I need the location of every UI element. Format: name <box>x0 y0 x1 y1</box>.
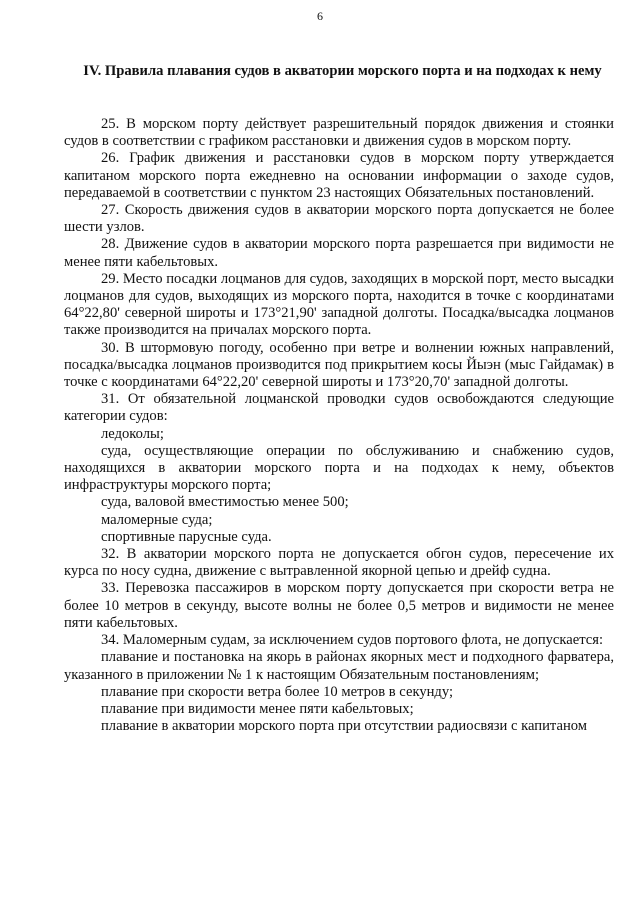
list-item: суда, осуществляющие операции по обслуживанию и снабжению судов, находящихся в акватории морского порта и на подходах к нему, объектов инфраструктуры морского порта; <box>64 442 614 494</box>
paragraph-28: 28. Движение судов в акватории морского порта разрешается при видимости не менее пяти кабельтовых. <box>64 236 614 270</box>
list-item: маломерные суда; <box>101 511 213 528</box>
document-body <box>64 116 614 735</box>
paragraph-34: 34. Маломерным судам, за исключением судов портового флота, не допускается: <box>101 632 604 649</box>
paragraph-33: 33. Перевозка пассажиров в морском порту допускается при скорости ветра не более 10 метров в секунду, высоте волны не более 0,5 метров и видимости не менее пяти кабельтовых. <box>64 580 614 631</box>
page-number: 6 <box>317 9 323 23</box>
paragraph-27: 27. Скорость движения судов в акватории морского порта допускается не более шести узлов. <box>64 202 614 236</box>
list-item: плавание в акватории морского порта при отсутствии радиосвязи с капитаном <box>101 718 588 735</box>
paragraph-32: 32. В акватории морского порта не допускается обгон судов, пересечение их курса по носу судна, движение с вытравленной якорной цепью и дрейф судна. <box>64 546 614 580</box>
paragraph-31: 31. От обязательной лоцманской проводки судов освобождаются следующие категории судов: <box>64 391 614 425</box>
list-item: суда, валовой вместимостью менее 500; <box>101 494 349 511</box>
list-item: плавание и постановка на якорь в районах якорных мест и подходного фарватера, указанного в приложении № 1 к настоящим Обязательным постановлениям; <box>64 649 614 683</box>
list-item: плавание при скорости ветра более 10 метров в секунду; <box>101 683 454 700</box>
list-item: спортивные парусные суда. <box>101 528 272 545</box>
paragraph-25: 25. В морском порту действует разрешительный порядок движения и стоянки судов в соответствии с графиком расстановки и движения судов в морском порту. <box>64 116 614 150</box>
list-item: ледоколы; <box>101 425 164 442</box>
paragraph-29: 29. Место посадки лоцманов для судов, заходящих в морской порт, место высадки лоцманов для судов, выходящих из морского порта, находится в точке с координатами 64°22,80' северной широты и 173°21,90' западной долготы. Посадка/высадка лоцманов также производится на причалах морского порта. <box>64 270 614 339</box>
list-item: плавание при видимости менее пяти кабельтовых; <box>101 700 414 717</box>
section-heading: IV. Правила плавания судов в акватории морского порта и на подходах к нему <box>83 63 602 79</box>
paragraph-30: 30. В штормовую погоду, особенно при ветре и волнении южных направлений, посадка/высадка лоцманов производится под прикрытием косы Йыэн (мыс Гайдамак) в точке с координатами 64°22,20' северной широты и 173°20,70' западной долготы. <box>64 339 614 391</box>
paragraph-26: 26. График движения и расстановки судов в морском порту утверждается капитаном морского порта ежедневно на основании информации о заходе судов, передаваемой в соответствии с пунктом 23 настоящих Обязательных постановлений. <box>64 150 614 201</box>
